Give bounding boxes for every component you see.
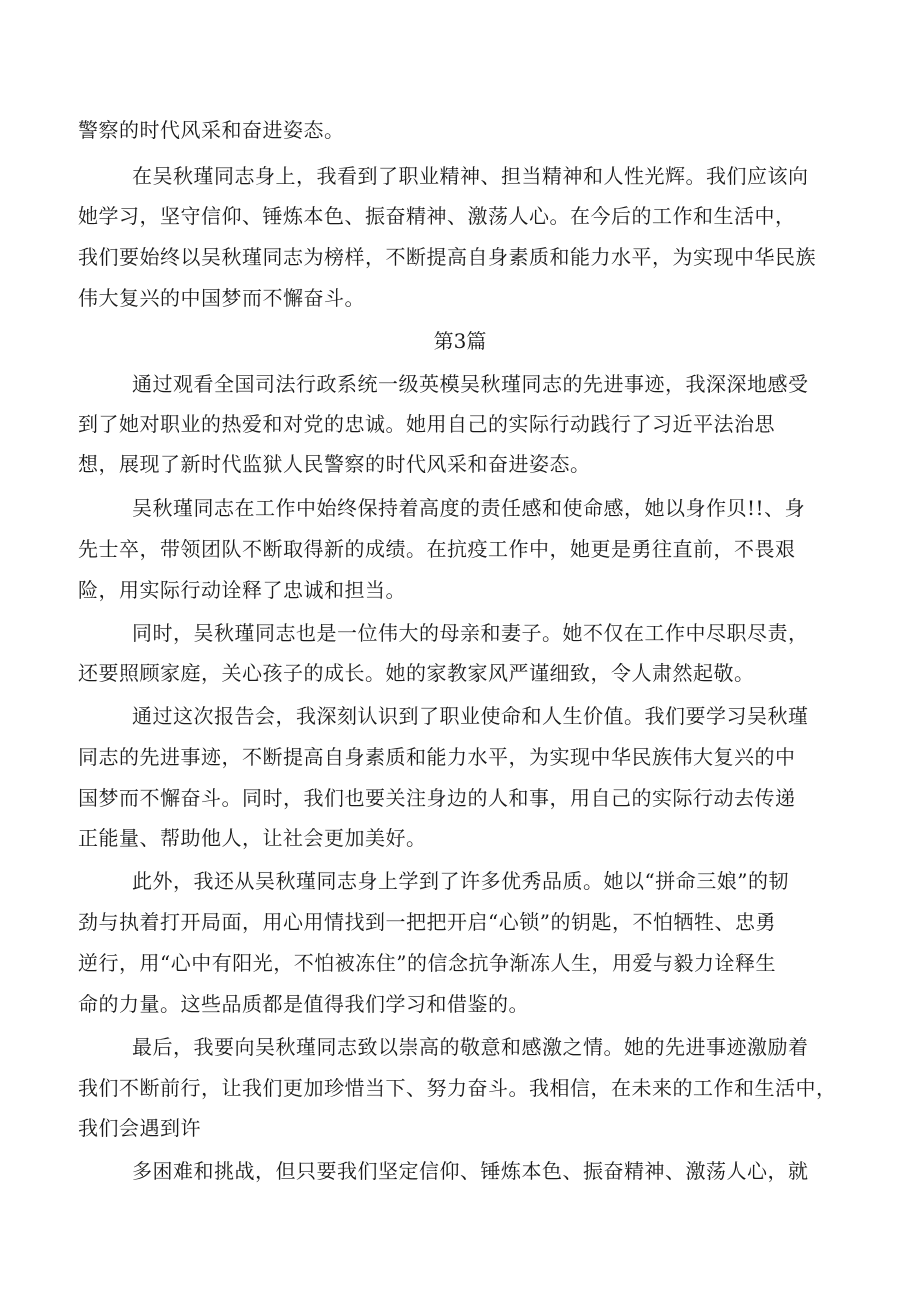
text-line: 同志的先进事迹，不断提高自身素质和能力水平，为实现中华民族伟大复兴的中 (78, 745, 796, 769)
text-line: 多困难和挑战，但只要我们坚定信仰、锤炼本色、振奋精神、激荡人心，就 (132, 1159, 809, 1183)
text-line: 想，展现了新时代监狱人民警察的时代风采和奋进姿态。 (78, 452, 591, 476)
text-line: 我们要始终以吴秋瑾同志为榜样，不断提高自身素质和能力水平，为实现中华民族 (78, 245, 816, 269)
text-line: 先士卒，带领团队不断取得新的成绩。在抗疫工作中，她更是勇往直前，不畏艰 (78, 537, 796, 561)
text-line: 通过观看全国司法行政系统一级英模吴秋瑾同志的先进事迹，我深深地感受 (132, 372, 809, 396)
text-line: 警察的时代风采和奋进姿态。 (78, 118, 345, 142)
text-line: 逆行，用“心中有阳光，不怕被冻住”的信念抗争渐冻人生，用爱与毅力诠释生 (78, 951, 776, 975)
text-line: 我们不断前行，让我们更加珍惜当下、努力奋斗。我相信，在未来的工作和生活中， (78, 1076, 837, 1100)
text-line: 命的力量。这些品质都是值得我们学习和借鉴的。 (78, 992, 529, 1016)
text-line: 此外，我还从吴秋瑾同志身上学到了许多优秀品质。她以“拼命三娘”的韧 (132, 869, 789, 893)
text-line: 劲与执着打开局面，用心用情找到一把把开启“心锁”的钥匙，不怕牺牲、忠勇 (78, 910, 776, 934)
text-line: 她学习，坚守信仰、锤炼本色、振奋精神、激荡人心。在今后的工作和生活中， (78, 204, 796, 228)
text-line: 我们会遇到许 (78, 1116, 201, 1140)
text-line: 最后，我要向吴秋瑾同志致以崇高的敬意和感激之情。她的先进事迹激励着 (132, 1035, 809, 1059)
text-line: 国梦而不懈奋斗。同时，我们也要关注身边的人和事，用自己的实际行动去传递 (78, 786, 796, 810)
text-line: 伟大复兴的中国梦而不懈奋斗。 (78, 286, 365, 310)
text-line: 同时，吴秋瑾同志也是一位伟大的母亲和妻子。她不仅在工作中尽职尽责， (132, 621, 809, 645)
text-line: 通过这次报告会，我深刻认识到了职业使命和人生价值。我们要学习吴秋瑾 (132, 704, 809, 728)
text-line: 到了她对职业的热爱和对党的忠诚。她用自己的实际行动践行了习近平法治思 (78, 412, 775, 436)
text-line: 还要照顾家庭，关心孩子的成长。她的家教家风严谨细致，令人肃然起敬。 (78, 661, 755, 685)
text-line: 险，用实际行动诠释了忠诚和担当。 (78, 578, 406, 602)
text-line: 吴秋瑾同志在工作中始终保持着高度的责任感和使命感，她以身作贝!!、身 (132, 496, 806, 520)
text-line: 在吴秋瑾同志身上，我看到了职业精神、担当精神和人性光辉。我们应该向 (132, 164, 809, 188)
text-line: 正能量、帮助他人，让社会更加美好。 (78, 826, 427, 850)
section-heading: 第3篇 (433, 329, 487, 353)
